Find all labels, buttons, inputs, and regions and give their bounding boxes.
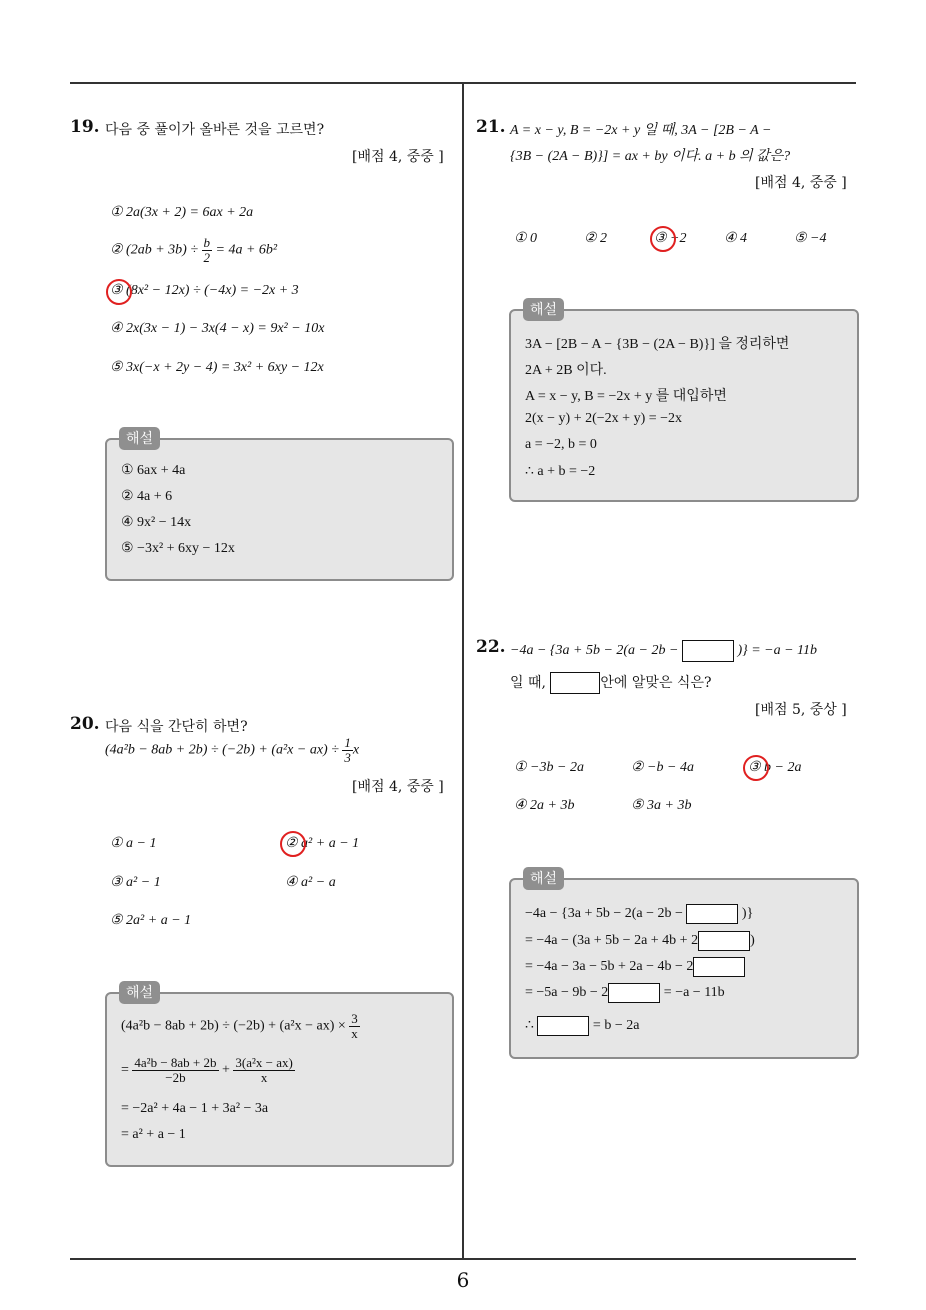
q22-option-3[interactable]: ③ b − 2a [748,760,802,775]
q21-solution-line: a = −2, b = 0 [525,437,597,452]
q19-solution-box [105,438,454,581]
q22-solution-line-1: −4a − {3a + 5b − 2(a − 2b − )} [525,904,753,924]
q19-solution-line: ① 6ax + 4a [121,463,186,478]
q19-score: [배점 4, 중중 ] [352,149,444,165]
q22-solution-line-3: = −4a − 3a − 5b + 2a − 4b − 2 [525,957,745,977]
q20-solution-line-1: (4a²b − 8ab + 2b) ÷ (−2b) + (a²x − ax) × $\frac{3}{x}$ [121,1011,358,1041]
q19-solution-tag: 해설 [119,427,160,450]
q22-option-1[interactable]: ① −3b − 2a [514,760,584,775]
q21-solution-tag: 해설 [523,298,564,321]
q22-number: 22. [476,637,506,657]
q21-solution-line: 2A + 2B 이다. [525,363,607,378]
q21-solution-line: ∴ a + b = −2 [525,464,596,479]
q20-option-5[interactable]: ⑤ 2a² + a − 1 [110,913,192,928]
answer-circle-mark [280,831,306,857]
q21-option-4[interactable]: ④ 4 [724,231,748,246]
q19-option-3[interactable]: ③ (8x² − 12x) ÷ (−4x) = −2x + 3 [110,283,299,298]
q20-solution-box [105,992,454,1167]
q20-score: [배점 4, 중중 ] [352,779,444,795]
q20-option-1[interactable]: ① a − 1 [110,836,157,851]
q21-number: 21. [476,117,506,137]
answer-circle-mark [106,279,132,305]
q20-option-2[interactable]: ② a² + a − 1 [285,836,360,851]
q19-number: 19. [70,117,100,137]
q21-option-5[interactable]: ⑤ −4 [794,231,827,246]
q22-solution-line-2: = −4a − (3a + 5b − 2a + 4b + 2 ) [525,931,755,951]
q22-blank-box [693,957,745,977]
q22-blank-box [608,983,660,1003]
q21-solution-line: 3A − [2B − A − {3B − (2A − B)}] 을 정리하면 [525,337,790,352]
answer-circle-mark [650,226,676,252]
q20-question: 다음 식을 간단히 하면? [105,719,248,735]
q22-option-4[interactable]: ④ 2a + 3b [514,798,575,813]
q20-solution-line-3: = −2a² + 4a − 1 + 3a² − 3a [121,1101,269,1116]
q21-option-3[interactable]: ③ −2 [654,231,687,246]
q22-line-2: 일 때, 안에 알맞은 식은? [510,672,711,694]
q19-option-4[interactable]: ④ 2x(3x − 1) − 3x(4 − x) = 9x² − 10x [110,321,325,336]
q19-question: 다음 중 풀이가 올바른 것을 고르면? [105,122,325,138]
page-number: 6 [456,1268,470,1292]
q22-solution-line-5: ∴ = b − 2a [525,1016,639,1036]
q19-solution-line: ④ 9x² − 14x [121,515,192,530]
q22-blank-box [698,931,750,951]
bottom-rule [70,1258,856,1260]
answer-circle-mark [743,755,769,781]
q19-solution-line: ⑤ −3x² + 6xy − 12x [121,541,235,556]
q22-blank-box [682,640,734,662]
q20-option-3[interactable]: ③ a² − 1 [110,875,161,890]
q22-option-5[interactable]: ⑤ 3a + 3b [631,798,692,813]
q21-line-1: A = x − y, B = −2x + y 일 때, 3A − [2B − A − [510,123,772,138]
q19-option-1[interactable]: ① 2a(3x + 2) = 6ax + 2a [110,205,254,220]
q21-solution-line: 2(x − y) + 2(−2x + y) = −2x [525,411,683,426]
q20-option-4[interactable]: ④ a² − a [285,875,336,890]
q19-option-2[interactable]: ② (2ab + 3b) ÷ $\frac{b}{2}$ = 4a + 6b² [110,235,278,265]
q22-option-2[interactable]: ② −b − 4a [631,760,694,775]
q21-score: [배점 4, 중중 ] [755,175,847,191]
q21-solution-box [509,309,859,502]
q20-solution-line-2: = $\frac{\text{4a²b − 8ab + 2b}}{-2b}$ + $\frac{\text{3(a²x − ax)}}{x}$ [121,1055,293,1085]
q21-line-2: {3B − (2A − B)}] = ax + by 이다. a + b 의 값은? [510,149,791,164]
q19-solution-line: ② 4a + 6 [121,489,173,504]
q22-score: [배점 5, 중상 ] [755,702,847,718]
q20-solution-line-4: = a² + a − 1 [121,1127,186,1142]
q19-option-5[interactable]: ⑤ 3x(−x + 2y − 4) = 3x² + 6xy − 12x [110,360,324,375]
q22-blank-box [537,1016,589,1036]
q21-option-1[interactable]: ① 0 [514,231,538,246]
q21-solution-line: A = x − y, B = −2x + y 를 대입하면 [525,389,727,404]
q22-solution-box [509,878,859,1059]
column-divider [462,84,464,1258]
q22-blank-box [686,904,738,924]
q20-expression: (4a²b − 8ab + 2b) ÷ (−2b) + (a²x − ax) ÷ $\frac{1}{3}$ x [105,735,360,765]
q21-option-2[interactable]: ② 2 [584,231,608,246]
q22-expression: −4a − {3a + 5b − 2(a − 2b − )} = −a − 11b [510,640,817,662]
q22-solution-line-4: = −5a − 9b − 2 = −a − 11b [525,983,725,1003]
q20-solution-tag: 해설 [119,981,160,1004]
q22-solution-tag: 해설 [523,867,564,890]
q20-number: 20. [70,714,100,734]
q22-blank-box [550,672,600,694]
